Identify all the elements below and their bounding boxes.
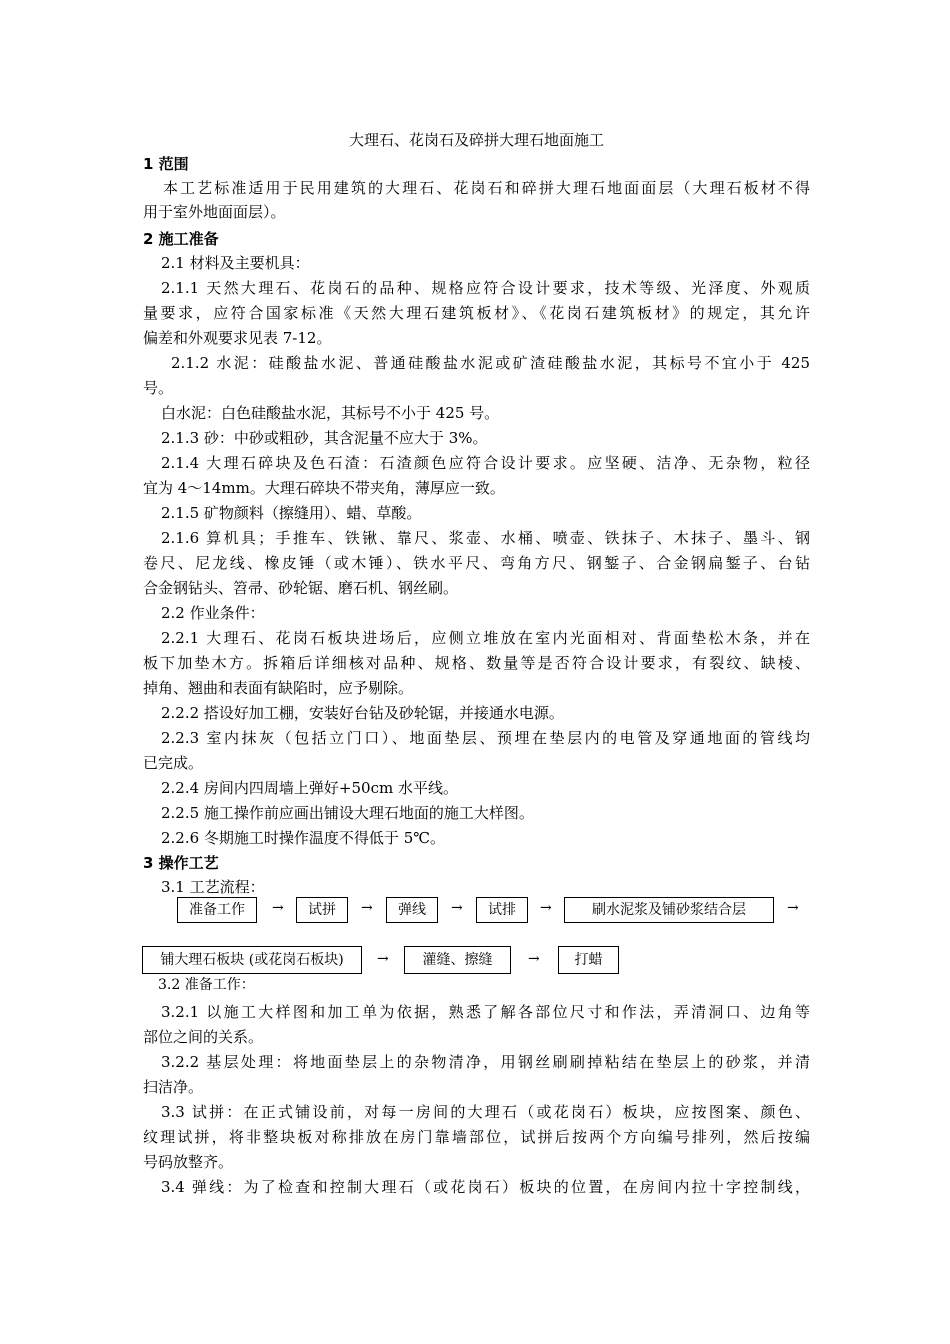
paragraph-line: 2.2.1 大理石、花岗石板块进场后，应侧立堆放在室内光面相对、背面垫松木条，并在 bbox=[161, 629, 810, 647]
section-1-heading: 1 范围 bbox=[143, 155, 189, 173]
flow-arrow: → bbox=[540, 900, 552, 916]
page-title: 大理石、花岗石及碎拼大理石地面施工 bbox=[348, 131, 604, 149]
paragraph-line: 部位之间的关系。 bbox=[143, 1028, 264, 1046]
paragraph-line: 纹理试拼，将非整块板对称排放在房门靠墙部位，试拼后按两个方向编号排列，然后按编 bbox=[143, 1128, 810, 1146]
paragraph-line: 扫洁净。 bbox=[143, 1078, 204, 1096]
paragraph-line: 3.4 弹线：为了检查和控制大理石（或花岗石）板块的位置，在房间内拉十字控制线， bbox=[161, 1178, 810, 1196]
paragraph-line: 2.2.3 室内抹灰（包括立门口）、地面垫层、预埋在垫层内的电管及穿通地面的管线均 bbox=[161, 729, 810, 747]
paragraph-line: 2.1.5 矿物颜料（擦缝用）、蜡、草酸。 bbox=[161, 504, 422, 522]
paragraph-line: 量要求，应符合国家标准《天然大理石建筑板材》、《花岗石建筑板材》的规定，其允许 bbox=[143, 304, 810, 322]
paragraph-line: 掉角、翘曲和表面有缺陷时，应予剔除。 bbox=[143, 679, 414, 697]
flow-arrow: → bbox=[272, 900, 284, 916]
flow-step-lay-slabs: 铺大理石板块 (或花岗石板块) bbox=[142, 946, 362, 974]
subsection-3-1: 3.1 工艺流程： bbox=[161, 878, 265, 896]
flow-arrow: → bbox=[451, 900, 463, 916]
flow-step-trial-layout: 试排 bbox=[476, 897, 528, 923]
paragraph-line: 合金钢钻头、笤帚、砂轮锯、磨石机、钢丝刷。 bbox=[143, 579, 459, 597]
section-2-heading: 2 施工准备 bbox=[143, 230, 219, 248]
flow-step-preparation: 准备工作 bbox=[177, 897, 257, 923]
paragraph-line: 3.2.2 基层处理：将地面垫层上的杂物清净，用钢丝刷刷掉粘结在垫层上的砂浆，并清 bbox=[161, 1053, 810, 1071]
paragraph-line: 2.1.6 算机具；手推车、铁锹、靠尺、浆壶、水桶、喷壶、铁抹子、木抹子、墨斗、钢 bbox=[161, 529, 810, 547]
paragraph-line: 宜为 4～14mm。大理石碎块不带夹角，薄厚应一致。 bbox=[143, 479, 505, 497]
paragraph-line: 2.2.6 冬期施工时操作温度不得低于 5℃。 bbox=[161, 829, 446, 847]
subsection-3-2: 3.2 准备工作： bbox=[158, 977, 255, 993]
paragraph-line: 2.1.2 水泥：硅酸盐水泥、普通硅酸盐水泥或矿渣硅酸盐水泥，其标号不宜小于 425 bbox=[171, 354, 810, 372]
paragraph-line: 2.2.4 房间内四周墙上弹好+50cm 水平线。 bbox=[161, 779, 458, 797]
paragraph-line: 3.3 试拼：在正式铺设前，对每一房间的大理石（或花岗石）板块，应按图案、颜色、 bbox=[161, 1103, 810, 1121]
subsection-2-2: 2.2 作业条件： bbox=[161, 604, 265, 622]
flow-step-mortar-layer: 刷水泥浆及铺砂浆结合层 bbox=[564, 897, 774, 923]
paragraph-line: 2.1.1 天然大理石、花岗石的品种、规格应符合设计要求，技术等级、光泽度、外观质 bbox=[161, 279, 810, 297]
paragraph-line: 白水泥：白色硅酸盐水泥，其标号不小于 425 号。 bbox=[161, 404, 500, 422]
paragraph-line: 板下加垫木方。拆箱后详细核对品种、规格、数量等是否符合设计要求，有裂纹、缺棱、 bbox=[143, 654, 810, 672]
flow-step-waxing: 打蜡 bbox=[558, 946, 619, 974]
paragraph-line: 偏差和外观要求见表 7-12。 bbox=[143, 329, 332, 347]
section-3-heading: 3 操作工艺 bbox=[143, 854, 219, 872]
flow-step-trial-fit: 试拼 bbox=[296, 897, 348, 923]
paragraph-line: 本工艺标准适用于民用建筑的大理石、花岗石和碎拼大理石地面面层（大理石板材不得 bbox=[163, 179, 810, 197]
paragraph-line: 2.2.2 搭设好加工棚，安装好台钻及砂轮锯，并接通水电源。 bbox=[161, 704, 564, 722]
paragraph-line: 3.2.1 以施工大样图和加工单为依据，熟悉了解各部位尺寸和作法，弄清洞口、边角等 bbox=[161, 1003, 810, 1021]
flow-arrow: → bbox=[361, 900, 373, 916]
paragraph-line: 已完成。 bbox=[143, 754, 204, 772]
paragraph-line: 号码放整齐。 bbox=[143, 1153, 234, 1171]
subsection-2-1: 2.1 材料及主要机具： bbox=[161, 254, 310, 272]
paragraph-line: 2.1.4 大理石碎块及色石渣：石渣颜色应符合设计要求。应坚硬、洁净、无杂物，粒径 bbox=[161, 454, 810, 472]
flow-step-grout-joints: 灌缝、擦缝 bbox=[404, 946, 511, 974]
paragraph-line: 2.2.5 施工操作前应画出铺设大理石地面的施工大样图。 bbox=[161, 804, 534, 822]
flow-step-snap-line: 弹线 bbox=[386, 897, 438, 923]
paragraph-line: 卷尺、尼龙线、橡皮锤（或木锤）、铁水平尺、弯角方尺、钢錾子、合金钢扁錾子、台钻 bbox=[143, 554, 810, 572]
flow-arrow: → bbox=[528, 951, 540, 967]
paragraph-line: 用于室外地面面层）。 bbox=[143, 203, 286, 221]
flow-arrow: → bbox=[377, 951, 389, 967]
flow-arrow: → bbox=[787, 900, 799, 916]
paragraph-line: 2.1.3 砂：中砂或粗砂，其含泥量不应大于 3%。 bbox=[161, 429, 488, 447]
paragraph-line: 号。 bbox=[143, 379, 174, 397]
